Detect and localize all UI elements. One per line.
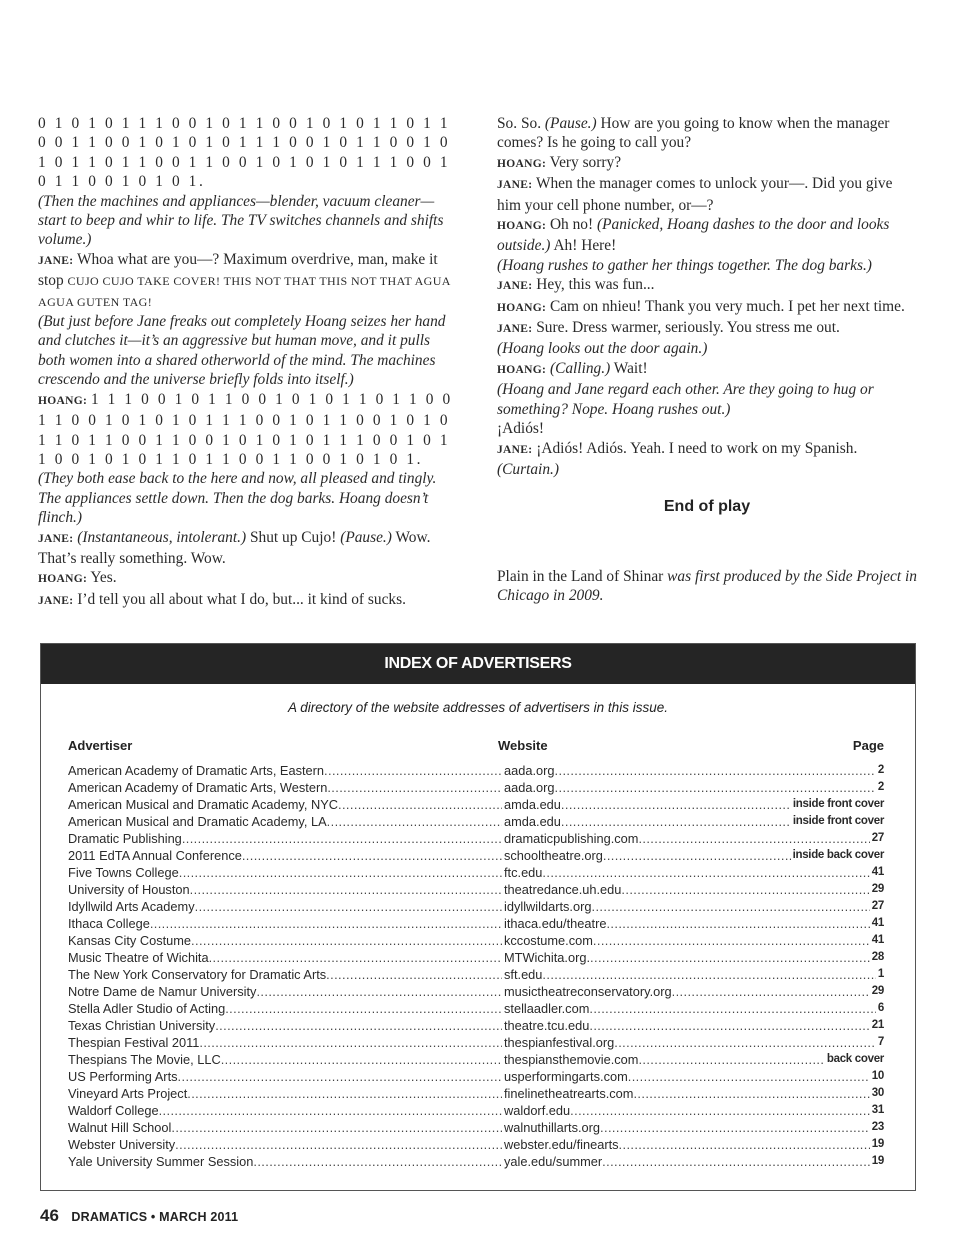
advertiser-name: Idyllwild Arts Academy ..... (68, 898, 502, 915)
advertiser-page: 41 (870, 915, 884, 932)
advertiser-page: 7 (876, 1034, 884, 1051)
advertiser-name: Ithaca College ..... (68, 915, 502, 932)
advertiser-name: Music Theatre of Wichita ..... (68, 949, 502, 966)
dialogue-line (38, 590, 458, 611)
advertiser-name: American Musical and Dramatic Academy, NYC ..... (68, 796, 502, 813)
magazine-issue: DRAMATICS • MARCH 2011 (71, 1210, 239, 1224)
speaker-name: JANE: (38, 532, 74, 545)
advertiser-name: Texas Christian University ..... (68, 1017, 502, 1034)
advertiser-name: Thespians The Movie, LLC ..... (68, 1051, 502, 1068)
speaker-name: HOANG: (497, 301, 547, 314)
inline-stage-direction: (Pause.) (544, 115, 597, 132)
advertiser-page: 23 (870, 1119, 884, 1136)
advertiser-website: aada.org ..... (504, 779, 884, 796)
dialogue-text: Cam on nhieu! Thank you very much. I pet her next time. (549, 297, 905, 315)
advertiser-website: waldorf.edu ..... (504, 1102, 884, 1119)
table-row (68, 864, 884, 881)
advertiser-page: inside front cover (791, 813, 884, 830)
advertiser-website: amda.edu ..... (504, 796, 884, 813)
advertiser-website: dramaticpublishing.com ..... (504, 830, 884, 847)
advertiser-website: MTWichita.org. ..... (504, 949, 884, 966)
stage-direction: (Then the machines and appliances—blender, vacuum cleaner—start to beep and whir to life. The TV switches channels and shifts volume.) (38, 192, 444, 249)
index-title: INDEX OF ADVERTISERS (41, 644, 915, 684)
advertiser-name: Notre Dame de Namur University ..... (68, 983, 502, 1000)
dialogue-line (497, 174, 917, 215)
dialogue-text: When the manager comes to unlock your—. Did you give him your cell phone number, or—? (497, 175, 893, 214)
dialogue-line (38, 568, 458, 589)
speaker-name: HOANG: (38, 573, 88, 586)
dialogue-text: I’d tell you all about what I do, but... it kind of sucks. (77, 590, 406, 608)
dialogue-line: ¡Adiós! (497, 420, 545, 438)
speaker-name: JANE: (497, 323, 533, 336)
advertiser-name: Stella Adler Studio of Acting ..... (68, 1000, 502, 1017)
dialogue-text: 1 1 1 0 0 1 0 1 1 0 0 1 0 1 0 1 1 0 1 1 0 0 1 1 0 0 1 0 1 0 1 0 1 1 1 0 0 1 0 1 1 0 0 1 0 1 0 1 1 0 1 1 0 0 1 1 0 0 1 0 1 0 1 0 1 1 1 0 0 1 0 1 1 0 0 1 0 1 0 1 1 0 1 1 0 0 1 1 0 0 1 0 1 0 1. (38, 390, 453, 468)
table-row (68, 966, 884, 983)
dialogue-text: ¡Adiós! Adiós. Yeah. I need to work on my Spanish. (536, 439, 858, 457)
advertiser-name: University of Houston ..... (68, 881, 502, 898)
table-row (68, 762, 884, 779)
advertiser-page: 41 (870, 864, 884, 881)
stage-direction: (They both ease back to the here and now, all pleased and tingly. The appliances settle down. Then the dog barks. Hoang doesn’t flinch.) (38, 470, 437, 527)
table-row (68, 779, 884, 796)
dialogue-caps-text: CUJO CUJO TAKE COVER! THIS NOT THAT THIS NOT THAT AGUA AGUA GUTEN TAG! (38, 274, 451, 309)
advertiser-website: webster.edu/finearts ..... (504, 1136, 884, 1153)
speaker-name: JANE: (497, 280, 533, 293)
dialogue-line (497, 359, 917, 380)
table-row (68, 983, 884, 1000)
dialogue-line (497, 114, 917, 153)
table-row (68, 1017, 884, 1034)
table-row (68, 1034, 884, 1051)
advertiser-page: 30 (870, 1085, 884, 1102)
table-row (68, 813, 884, 830)
dialogue-line (497, 318, 917, 339)
advertiser-website: idyllwildarts.org ..... (504, 898, 884, 915)
dialogue-text: Shut up Cujo! (249, 528, 337, 546)
advertiser-page: 10 (870, 1068, 884, 1085)
advertiser-name: Waldorf College ..... (68, 1102, 502, 1119)
table-row (68, 1119, 884, 1136)
inline-stage-direction: (Panicked, Hoang dashes to the door and looks outside.) (497, 216, 890, 255)
index-rows (68, 762, 884, 1170)
binary-text: 0 1 0 1 0 1 1 1 0 0 1 0 1 1 0 0 1 0 1 0 1 1 0 1 1 0 0 1 1 0 0 1 0 1 0 1 0 1 1 1 0 0 1 0 1 1 0 0 1 0 1 0 1 1 0 1 1 0 0 1 1 0 0 1 0 1 0 1 0 1 1 1 0 0 1 0 1 1 0 0 1 0 1 0 1. (38, 115, 451, 191)
advertiser-page: back cover (825, 1051, 884, 1068)
advertiser-website: amda.edu ..... (504, 813, 884, 830)
advertiser-website: theatredance.uh.edu ..... (504, 881, 884, 898)
advertiser-name: Vineyard Arts Project ..... (68, 1085, 502, 1102)
advertiser-page: 2 (876, 762, 884, 779)
table-row (68, 1000, 884, 1017)
advertiser-name: Kansas City Costume ..... (68, 932, 502, 949)
table-row (68, 915, 884, 932)
speaker-name: JANE: (38, 254, 74, 267)
advertiser-website: aada.org ..... (504, 762, 884, 779)
advertiser-website: kccostume.com ..... (504, 932, 884, 949)
table-row (68, 1136, 884, 1153)
advertiser-page: 41 (870, 932, 884, 949)
advertiser-name: American Musical and Dramatic Academy, LA ..... (68, 813, 502, 830)
stage-direction: (Hoang and Jane regard each other. Are they going to hug or something? Nope. Hoang rushes out.) (497, 381, 874, 418)
advertiser-website: musictheatreconservatory.org ..... (504, 983, 884, 1000)
dialogue-text: So. So. (497, 115, 542, 132)
dialogue-line (497, 153, 917, 174)
advertiser-name: Thespian Festival 2011 ..... (68, 1034, 502, 1051)
dialogue-line (497, 439, 917, 460)
advertiser-name: Five Towns College ..... (68, 864, 502, 881)
dialogue-text: How are you going to know when the manager comes? Is he going to call you? (497, 115, 890, 152)
advertiser-name: American Academy of Dramatic Arts, Western ..... (68, 779, 502, 796)
advertiser-name: 2011 EdTA Annual Conference ..... (68, 847, 502, 864)
advertiser-website: ithaca.edu/theatre ..... (504, 915, 884, 932)
advertiser-name: Dramatic Publishing ..... (68, 830, 502, 847)
dialogue-line (497, 275, 917, 296)
dialogue-text: Ah! Here! (553, 237, 617, 255)
play-column-left (38, 114, 458, 611)
inline-stage-direction: (Instantaneous, intolerant.) (77, 528, 247, 546)
advertiser-website: thespianfestival.org ..... (504, 1034, 884, 1051)
col-header-page: Page (852, 738, 884, 753)
advertiser-website: stellaadler.com ..... (504, 1000, 884, 1017)
table-row (68, 1051, 884, 1068)
advertiser-website: sft.edu ..... (504, 966, 884, 983)
speaker-name: HOANG: (497, 363, 547, 376)
dialogue-text: Wait! (613, 359, 648, 377)
dialogue-text: Oh no! (549, 216, 594, 234)
table-row (68, 830, 884, 847)
advertiser-page: 27 (870, 830, 884, 847)
table-row (68, 1102, 884, 1119)
stage-direction: (Hoang looks out the door again.) (497, 340, 708, 358)
page-footer (40, 1206, 238, 1226)
advertiser-page: 2 (876, 779, 884, 796)
speaker-name: HOANG: (38, 394, 88, 407)
page-number: 46 (40, 1206, 59, 1225)
advertiser-page: 27 (870, 898, 884, 915)
table-row (68, 1068, 884, 1085)
speaker-name: JANE: (497, 443, 533, 456)
advertiser-name: Webster University ..... (68, 1136, 502, 1153)
dialogue-line (38, 528, 458, 569)
advertiser-page: 6 (876, 1000, 884, 1017)
dialogue-text: Hey, this was fun... (536, 276, 655, 294)
table-row (68, 1153, 884, 1170)
dialogue-text: Whoa what are you—? Maximum overdrive, man, make it stop (38, 250, 438, 290)
advertiser-page: 19 (870, 1136, 884, 1153)
dialogue-line (38, 250, 458, 312)
advertiser-page: 29 (870, 983, 884, 1000)
dialogue-line (38, 390, 458, 470)
speaker-name: HOANG: (497, 220, 547, 233)
advertiser-page: 21 (870, 1017, 884, 1034)
advertiser-page: 29 (870, 881, 884, 898)
advertiser-website: thespiansthemovie.com ..... (504, 1051, 884, 1068)
advertiser-website: theatre.tcu.edu ..... (504, 1017, 884, 1034)
dialogue-text: Very sorry? (549, 153, 622, 171)
index-subtitle: A directory of the website addresses of advertisers in this issue. (288, 700, 668, 715)
end-of-play: End of play (663, 498, 751, 516)
table-row (68, 881, 884, 898)
advertiser-page: 1 (876, 966, 884, 983)
col-header-advertiser: Advertiser (68, 738, 133, 753)
advertiser-index (40, 643, 916, 1191)
advertiser-website: usperformingarts.com ..... (504, 1068, 884, 1085)
play-title: Plain in the Land of Shinar (497, 567, 664, 585)
stage-direction: (Hoang rushes to gather her things together. The dog barks.) (497, 256, 872, 274)
index-header-row (68, 738, 884, 762)
advertiser-website: ftc.edu ..... (504, 864, 884, 881)
credit-text: was first produced by the Side Project in Chicago in 2009. (497, 567, 917, 605)
table-row (68, 1085, 884, 1102)
dialogue-text: Yes. (90, 569, 117, 587)
advertiser-page: 19 (870, 1153, 884, 1170)
speaker-name: HOANG: (497, 157, 547, 170)
inline-stage-direction: (Calling.) (549, 359, 611, 377)
table-row (68, 898, 884, 915)
advertiser-name: American Academy of Dramatic Arts, Eastern ..... (68, 762, 502, 779)
production-credit (497, 567, 917, 606)
table-row (68, 932, 884, 949)
dialogue-text: Sure. Dress warmer, seriously. You stress me out. (536, 319, 840, 337)
advertiser-website: yale.edu/summer ..... (504, 1153, 884, 1170)
advertiser-website: schooltheatre.org ..... (504, 847, 884, 864)
advertiser-name: The New York Conservatory for Dramatic Arts ..... (68, 966, 502, 983)
advertiser-page: inside back cover (791, 847, 884, 864)
index-table (68, 738, 884, 1170)
inline-stage-direction: (Pause.) (340, 528, 392, 546)
speaker-name: JANE: (38, 594, 74, 607)
advertiser-page: 31 (870, 1102, 884, 1119)
col-header-website: Website (498, 738, 548, 753)
stage-direction: (Curtain.) (497, 460, 559, 478)
advertiser-website: finelinetheatrearts.com ..... (504, 1085, 884, 1102)
table-row (68, 949, 884, 966)
advertiser-name: Yale University Summer Session ..... (68, 1153, 502, 1170)
advertiser-name: Walnut Hill School ..... (68, 1119, 502, 1136)
advertiser-page: 28 (870, 949, 884, 966)
speaker-name: JANE: (497, 179, 533, 192)
stage-direction: (But just before Jane freaks out completely Hoang seizes her hand and clutches it—it’s an aggressive but human move, and it pulls both women into a shared otherworld of the mind. The machines crescendo and the universe briefly folds into itself.) (38, 313, 446, 389)
dialogue-line (497, 297, 917, 318)
dialogue-text: Wow. That’s really something. Wow. (38, 528, 431, 567)
play-column-right (497, 114, 917, 606)
dialogue-line (497, 215, 917, 256)
table-row (68, 796, 884, 813)
table-row (68, 847, 884, 864)
advertiser-name: US Performing Arts ..... (68, 1068, 502, 1085)
advertiser-page: inside front cover (791, 796, 884, 813)
advertiser-website: walnuthillarts.org ..... (504, 1119, 884, 1136)
